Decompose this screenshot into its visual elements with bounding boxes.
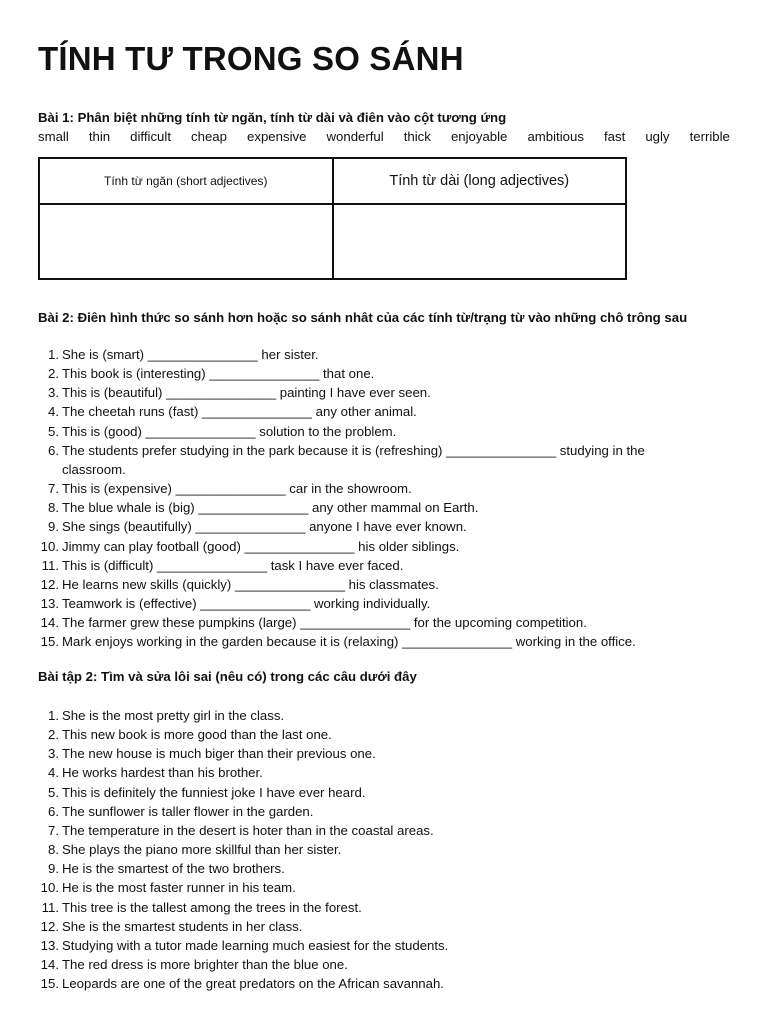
list-item-text: The farmer grew these pumpkins (large) _______________ for the upcoming competition.: [62, 615, 587, 631]
word-bank-item: small: [38, 129, 69, 144]
list-item: [38, 556, 698, 575]
short-adjectives-header: Tính từ ngăn (short adjectives): [39, 158, 333, 204]
list-item-text: Studying with a tutor made learning much easiest for the students.: [62, 937, 449, 953]
list-item-text: This is definitely the funniest joke I have ever heard.: [62, 784, 366, 800]
list-item-text: Jimmy can play football (good) _______________ his older siblings.: [62, 538, 460, 554]
list-item-number: 3.: [48, 746, 59, 762]
word-bank-item: fast: [603, 129, 626, 144]
list-item-number: 1.: [48, 347, 59, 362]
list-item-text: She plays the piano more skillful than her sister.: [62, 842, 342, 858]
list-item-number: 4.: [48, 404, 59, 420]
word-bank-item: enjoyable: [450, 129, 508, 144]
long-adjectives-header: Tính từ dài (long adjectives): [333, 158, 627, 204]
list-item: [38, 936, 698, 955]
list-item: [38, 744, 698, 763]
list-item-text: The new house is much biger than their previous one.: [62, 746, 376, 762]
list-item: [38, 898, 698, 917]
list-item: [38, 859, 698, 878]
list-item: [38, 632, 698, 651]
list-item-number: 12.: [40, 918, 59, 934]
list-item-number: 7.: [48, 481, 59, 497]
page-title: TÍNH TƯ TRONG SO SÁNH: [38, 40, 464, 77]
word-bank-item: expensive: [247, 129, 307, 144]
list-item-text: This tree is the tallest among the trees in the forest.: [62, 899, 362, 915]
list-item-number: 14.: [40, 615, 59, 631]
list-item: [38, 594, 698, 613]
exercise-3-list: [38, 706, 698, 993]
list-item-number: 5.: [48, 423, 59, 439]
list-item-number: 9.: [48, 861, 59, 877]
list-item: [38, 383, 698, 402]
word-bank-item: ambitious: [527, 129, 584, 144]
word-bank-item: thin: [88, 129, 111, 144]
list-item-number: 8.: [48, 842, 59, 858]
list-item-text: This is (expensive) _______________ car in the showroom.: [62, 481, 412, 497]
list-item: [38, 840, 698, 859]
list-item-text: He learns new skills (quickly) _______________ his classmates.: [62, 576, 439, 592]
list-item: [38, 802, 698, 821]
list-item-text: The cheetah runs (fast) _______________ any other animal.: [62, 404, 417, 420]
word-bank-item: wonderful: [326, 129, 384, 144]
list-item-number: 8.: [48, 500, 59, 516]
exercise-2-list: [38, 345, 698, 652]
list-item: [38, 613, 698, 632]
list-item-text: He works hardest than his brother.: [62, 765, 263, 781]
list-item-text: She is the most pretty girl in the class.: [62, 708, 285, 723]
list-item-number: 15.: [40, 634, 59, 650]
list-item-text: This is (good) _______________ solution to the problem.: [62, 423, 397, 439]
short-adjectives-cell[interactable]: [39, 204, 333, 279]
list-item-number: 6.: [48, 803, 59, 819]
list-item-text: This is (beautiful) _______________ painting I have ever seen.: [62, 385, 431, 401]
list-item-text: Leopards are one of the great predators on the African savannah.: [62, 976, 444, 992]
list-item-number: 2.: [48, 366, 59, 382]
list-item: [38, 402, 698, 421]
list-item-number: 10.: [40, 538, 59, 554]
list-item: [38, 917, 698, 936]
list-item: [38, 725, 698, 744]
list-item-text: The sunflower is taller flower in the garden.: [62, 803, 314, 819]
list-item-number: 7.: [48, 822, 59, 838]
word-bank-item: difficult: [130, 129, 171, 144]
list-item-text: Teamwork is (effective) _______________ working individually.: [62, 596, 431, 612]
list-item-text: The students prefer studying in the park because it is (refreshing) _______________ studying in the classroom.: [62, 442, 645, 477]
word-bank-item: thick: [403, 129, 431, 144]
list-item-number: 12.: [40, 576, 59, 592]
list-item-number: 4.: [48, 765, 59, 781]
list-item-number: 15.: [40, 976, 59, 992]
list-item: [38, 479, 698, 498]
list-item-text: He is the smartest of the two brothers.: [62, 861, 285, 877]
list-item-number: 5.: [48, 784, 59, 800]
list-item-number: 2.: [48, 727, 59, 743]
list-item: [38, 763, 698, 782]
list-item-number: 1.: [48, 708, 59, 723]
list-item-text: This new book is more good than the last one.: [62, 727, 332, 743]
list-item: [38, 974, 698, 993]
list-item: [38, 345, 698, 364]
word-bank-item: terrible: [689, 129, 730, 144]
list-item: [38, 878, 698, 897]
adjective-table: [38, 157, 627, 280]
list-item-text: This book is (interesting) _______________ that one.: [62, 366, 375, 382]
list-item-number: 3.: [48, 385, 59, 401]
list-item-number: 9.: [48, 519, 59, 535]
list-item: [38, 821, 698, 840]
list-item: [38, 575, 698, 594]
exercise-3-heading: Bài tập 2: Tìm và sửa lôi sai (nêu có) trong các câu dưới đây: [38, 669, 417, 684]
list-item-text: The temperature in the desert is hoter than in the coastal areas.: [62, 822, 434, 838]
list-item-text: The blue whale is (big) _______________ any other mammal on Earth.: [62, 500, 479, 516]
exercise-2-heading: Bài 2: Điên hình thức so sánh hơn hoặc so sánh nhât của các tính từ/trạng từ vào những chô trông sau: [38, 310, 688, 325]
list-item-text: She is the smartest students in her class.: [62, 918, 303, 934]
list-item-number: 14.: [40, 957, 59, 973]
list-item: [38, 364, 698, 383]
list-item-text: She sings (beautifully) _______________ anyone I have ever known.: [62, 519, 467, 535]
list-item: [38, 517, 698, 536]
list-item: [38, 422, 698, 441]
list-item: [38, 441, 698, 479]
exercise-1-heading: Bài 1: Phân biệt những tính từ ngăn, tính từ dài và điên vào cột tương ứng: [38, 110, 507, 125]
word-bank: [38, 129, 730, 144]
list-item-number: 11.: [41, 557, 59, 573]
list-item: [38, 783, 698, 802]
list-item-text: This is (difficult) _______________ task I have ever faced.: [62, 557, 404, 573]
list-item-number: 11.: [41, 899, 59, 915]
list-item-text: He is the most faster runner in his team.: [62, 880, 296, 896]
list-item-number: 10.: [40, 880, 59, 896]
list-item-text: Mark enjoys working in the garden because it is (relaxing) _______________ working in the office.: [62, 634, 636, 650]
list-item: [38, 537, 698, 556]
list-item: [38, 498, 698, 517]
list-item: [38, 955, 698, 974]
list-item-text: She is (smart) _______________ her sister.: [62, 347, 319, 362]
list-item-number: 6.: [48, 442, 59, 458]
word-bank-item: cheap: [191, 129, 227, 144]
word-bank-item: ugly: [645, 129, 670, 144]
list-item-text: The red dress is more brighter than the blue one.: [62, 957, 348, 973]
list-item-number: 13.: [40, 596, 59, 612]
long-adjectives-cell[interactable]: [333, 204, 627, 279]
list-item-number: 13.: [40, 937, 59, 953]
list-item: [38, 706, 698, 725]
